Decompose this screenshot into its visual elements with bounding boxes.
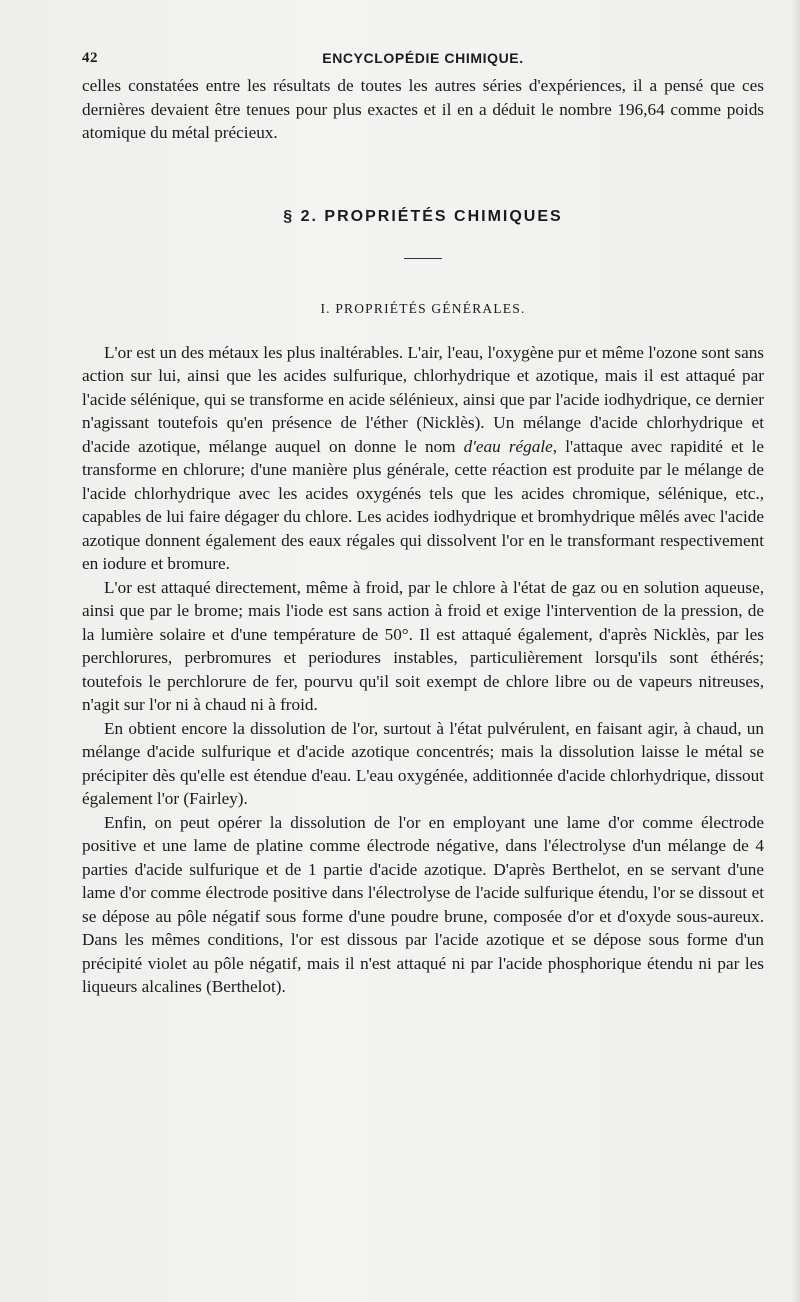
- running-title: ENCYCLOPÉDIE CHIMIQUE.: [322, 50, 524, 66]
- page-number: 42: [82, 50, 98, 66]
- paragraph-general-inalterability: [82, 341, 764, 576]
- page-content: [82, 50, 764, 999]
- heading-divider: [404, 258, 442, 259]
- emphasis-term: d'eau régale: [463, 436, 553, 456]
- section-heading: § 2. PROPRIÉTÉS CHIMIQUES: [283, 207, 563, 225]
- subsection-heading: I. PROPRIÉTÉS GÉNÉRALES.: [320, 300, 526, 316]
- paragraph-halogen-attack: L'or est attaqué directement, même à froid, par le chlore à l'état de gaz ou en solution aqueuse, ainsi que par le brome; mais l'iode est sans action à froid et exige l'intervention de la pression, de la lumière solaire et d'une température de 50°. Il est attaqué également, d'après Nicklès, par les perchlorures, perbromures et periodures instables, particulièrement lorsqu'ils sont éthérés; toutefois le perchlorure de fer, pourvu qu'il soit exempt de chlore libre ou de vapeurs nitreuses, n'agit sur l'or ni à chaud ni à froid.: [82, 577, 764, 714]
- page-edge-shadow: [792, 0, 800, 1302]
- paragraph-text: L'or est un des métaux les plus inaltérables. L'air, l'eau, l'oxygène pur et même l'ozone sont sans action sur lui, ainsi que les acides sulfurique, chlorhydrique et azotique, mais il est attaqué par l'acide sélénique, qui se transforme en acide sélénieux, ainsi que par l'acide iodhydrique, ce dernier n'agissant toutefois qu'en présence de l'éther (Nicklès). Un mélange d'acide chlorhydrique et d'acide azotique, mélange auquel on donne le nom: [82, 342, 764, 456]
- paragraph-text: , l'attaque avec rapidité et le transforme en chlorure; d'une manière plus générale, cette réaction est produite par le mélange de l'acide chlorhydrique avec les acides oxygénés tels que les acides chromique, sélénique, etc., capables de lui faire dégager du chlore. Les acides iodhydrique et bromhydrique mêlés avec l'acide azotique donnent également des eaux régales qui dissolvent l'or en le transformant respectivement en iodure et bromure.: [82, 436, 764, 573]
- paragraph-dissolution: En obtient encore la dissolution de l'or, surtout à l'état pulvérulent, en faisant agir, à chaud, un mélange d'acide sulfurique et d'acide azotique concentrés; mais la dissolution laisse le métal se précipiter dès qu'elle est étendue d'eau. L'eau oxygénée, additionnée d'acide chlorhydrique, dissout également l'or (Fairley).: [82, 718, 764, 808]
- paragraph-electrolysis: Enfin, on peut opérer la dissolution de l'or en employant une lame d'or comme électrode positive et une lame de platine comme électrode négative, dans l'électrolyse d'un mélange de 4 parties d'acide sulfurique et de 1 partie d'acide azotique. D'après Berthelot, en se servant d'une lame d'or comme électrode positive dans l'électrolyse de l'acide sulfurique étendu, l'or se dissout et se dépose au pôle négatif sous forme d'une poudre brune, composée d'or et d'oxyde sous-aureux. Dans les mêmes conditions, l'or est dissous par l'acide azotique et se dépose sous forme d'un précipité violet au pôle négatif, mais il n'est attaqué ni par l'acide phosphorique étendu ni par les liqueurs alcalines (Berthelot).: [82, 812, 764, 996]
- running-head: [82, 50, 764, 74]
- intro-paragraph: celles constatées entre les résultats de toutes les autres séries d'expériences, il a pensé que ces dernières devaient être tenues pour plus exactes et il en a déduit le nombre 196,64 comme poids atomique du métal précieux.: [82, 76, 764, 142]
